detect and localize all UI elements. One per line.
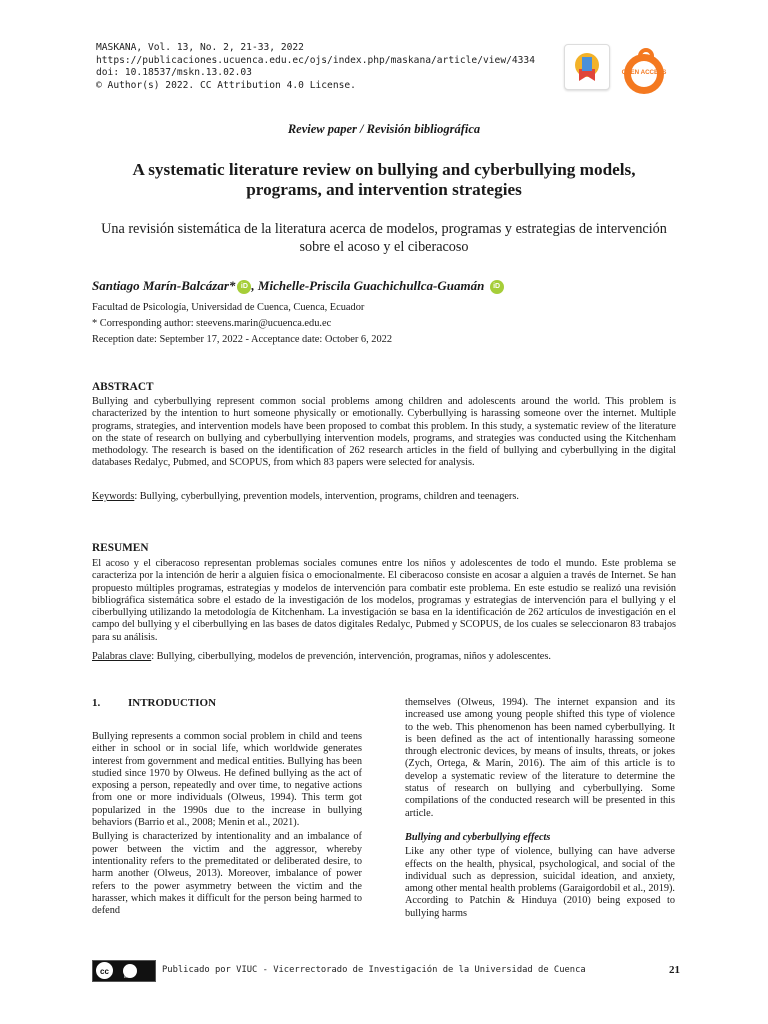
publisher-line: Publicado por VIUC - Vicerrectorado de Investigación de la Universidad de Cuenca [162,965,586,975]
authors [92,278,692,294]
intro-paragraph: Like any other type of violence, bullying can have adverse effects on the health, physical, psychological, and social of the individual such as depression, suicidal ideation, and anxiety, among other mental health problems (Garaigordobil et al., 2019). According to Patchin & Hinduya (2010) being exposed to bullying harms [405,846,675,919]
palabras-clave-list: : Bullying, ciberbullying, modelos de prevención, intervención, programas, niños y adolescentes. [151,651,551,662]
repository-logo [564,44,610,90]
paper-title: A systematic literature review on bullying and cyberbullying models, programs, and intervention strategies [132,160,636,199]
introduction-heading [92,697,216,709]
palabras-clave-label: Palabras clave [92,651,152,662]
cc-icon: cc [96,962,113,979]
intro-paragraph: Bullying is characterized by intentionality and an imbalance of power between the victim and the aggressor, whereby intentionality refers to the premeditated or deliberated desire, to harm another (Olweus, 2013). Moreover, imbalance of power refers to the power asymmetry between the victim and the harasser, which makes it difficult for the person being harmed to defend [92,831,362,917]
intro-paragraph: themselves (Olweus, 1994). The internet expansion and its increased use among young people shifted this type of violence to the web. This phenomenon has been named cyberbullying. It is been defined as the act of intentionally harassing someone through electronic devices, by means of insults, threats, or jokes (Zych, Ortega, & Marín, 2016). The aim of this article is to develop a systematic review of the literature to determine the status of research on bullying and cyberbullying. Some compilations of the conducted research will be presented in this article. [405,697,675,819]
abstract-heading: ABSTRACT [92,381,154,393]
open-access-label: OPEN ACCESS [621,69,667,76]
resumen-heading: RESUMEN [92,542,149,554]
doi[interactable]: doi: 10.18537/mskn.13.02.03 [96,67,252,79]
author-1: Santiago Marín-Balcázar* [92,278,236,293]
author-2: Michelle-Priscila Guachichullca-Guamán [257,278,485,293]
open-access-logo [618,44,670,96]
review-type: Review paper / Revisión bibliográfica [287,122,481,136]
author-separator: , [251,278,255,293]
journal-header [96,42,536,92]
subsection-heading: Bullying and cyberbullying effects [405,831,551,843]
abstract-text: Bullying and cyberbullying represent common social problems among children and adolescents around the world. This problem is characterized by the intention to hurt someone physically or emotionally. Cyberbullying is harassing someone over the internet. Multiple programs, strategies, and intervention models have been proposed to combat this problem. In this study, a systematic review of the literature on the state of research on bullying and cyberbullying intervention models, programs, and strategies was conducted using the Kitchenham methodology. The research is based on the identification of 262 research articles in the field of bullying and cyberbullying in the digital databases Redalyc, Pubmed, and SCOPUS, from which 83 papers were selected for analysis. [92,396,676,469]
keywords-list: : Bullying, cyberbullying, prevention models, intervention, programs, children and teenagers. [134,491,519,502]
keywords [92,491,682,502]
open-access-icon [618,44,670,96]
paper-title-spanish: Una revisión sistemática de la literatura acerca de modelos, programas y estrategias de intervención sobre el acoso y el ciberacoso [101,221,667,255]
resumen-text: El acoso y el ciberacoso representan problemas sociales comunes entre los niños y adolescentes de todo el mundo. Este problema se caracteriza por la intención de herir a alguien física o emocionalmente. El ciberacoso consiste en acosar a alguien a través de Internet. Se han propuesto múltiples programas, estrategias y modelos de intervención para combatir este problema. En este estudio se realizó una revisión bibliográfica sistemática sobre el estado de la investigación de los modelos, programas y estrategias de intervención para el bullying y el ciberbullying utilizando la metodología de Kitchenham. La investigación se basa en la identificación de 262 artículos de investigación en el campo del bullying y el ciberbullying en las bases de datos digitales Redalyc, Pubmed y SCOPUS, de los cuales se seleccionaron 83 trabajos para su análisis. [92,558,676,643]
license-line: © Author(s) 2022. CC Attribution 4.0 License. [96,79,356,91]
journal-citation: MASKANA, Vol. 13, No. 2, 21-33, 2022 [96,42,304,53]
reception-dates: Reception date: September 17, 2022 - Acceptance date: October 6, 2022 [92,334,393,345]
section-number: 1. [92,697,101,709]
page-footer [92,960,680,982]
orcid-icon[interactable]: iD [490,280,504,294]
by-label: BY [124,974,130,979]
left-column [92,731,362,919]
right-column [405,697,675,922]
palabras-clave [92,651,682,662]
corresponding-author: * Corresponding author: steevens.marin@ucuenca.edu.ec [92,318,332,329]
affiliation: Facultad de Psicología, Universidad de Cuenca, Cuenca, Ecuador [92,302,365,313]
page-number: 21 [669,964,680,976]
cc-by-badge[interactable] [92,960,156,982]
keywords-label: Keywords [92,491,135,502]
article-url[interactable]: https://publicaciones.ucuenca.edu.ec/ojs/index.php/maskana/article/view/4334 [96,54,535,66]
orcid-icon[interactable]: iD [237,280,251,294]
bookmark-icon [565,45,609,89]
section-title: INTRODUCTION [128,697,217,709]
intro-paragraph: Bullying represents a common social problem in child and teens either in school or in social life, which worldwide generates interest from government and medical entities. Bullying has been studied since 1970 by Olweus. He defined bullying as the act of exposing a person, repeatedly and over time, to negative actions from one or more individuals (Olweus, 1994). This term got popularized in the 1990s due to the increase in bullying behaviors (Barrio et al., 2008; Menin et al., 2021). [92,731,362,829]
